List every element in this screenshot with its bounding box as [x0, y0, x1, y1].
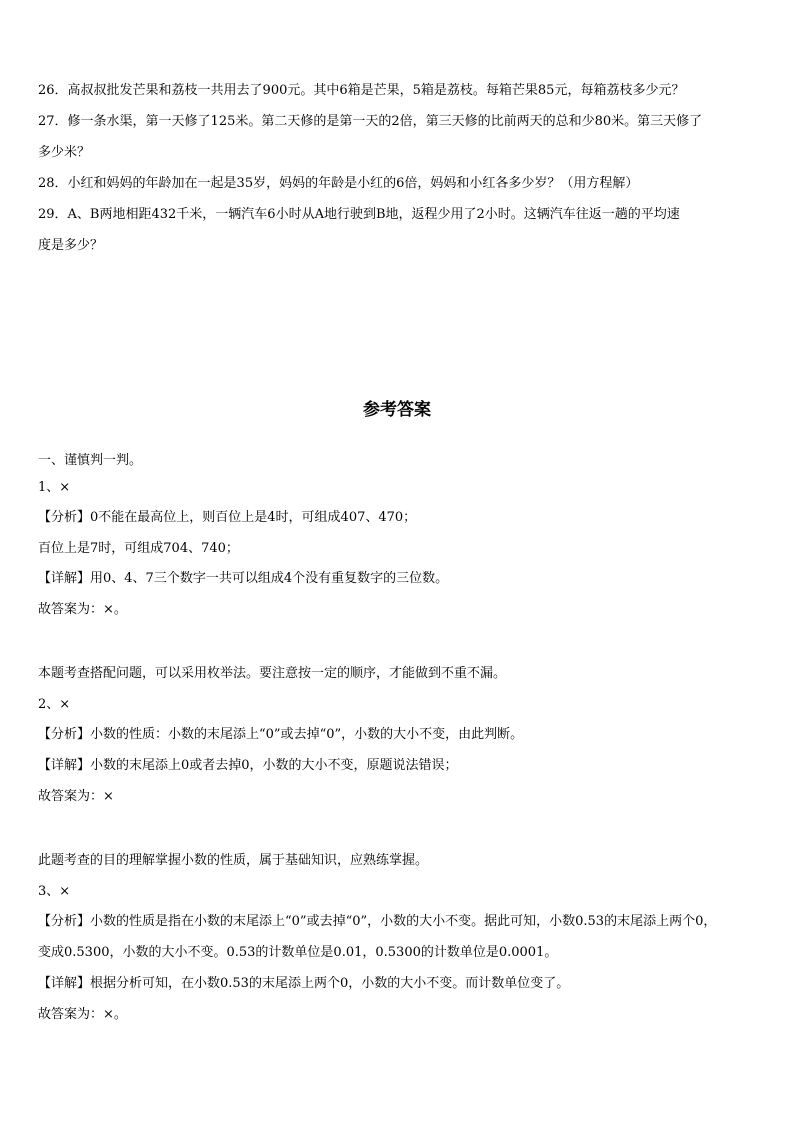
- answer-2-analysis: 【分析】小数的性质：小数的末尾添上“0”或去掉“0”，小数的大小不变，由此判断。: [38, 727, 524, 742]
- answer-3-analysis-cont: 变成0.5300，小数的大小不变。0.53的计数单位是0.01，0.5300的计数单位是0.0001。: [38, 945, 558, 960]
- answers-title: 参考答案: [363, 400, 431, 420]
- question-29-line-1: 29．A、B两地相距432千米，一辆汽车6小时从A地行驶到B地，返程少用了2小时。这辆汽车往返一趟的平均速: [38, 207, 680, 222]
- answer-1-note: 本题考查搭配问题，可以采用枚举法。要注意按一定的顺序，才能做到不重不漏。: [38, 666, 507, 681]
- question-27-line-2: 多少米？: [38, 145, 91, 160]
- answer-2-conclusion: 故答案为：×: [38, 789, 114, 804]
- answer-2-detail: 【详解】小数的末尾添上0或者去掉0，小数的大小不变，原题说法错误；: [38, 758, 458, 773]
- question-26: 26．高叔叔批发芒果和荔枝一共用去了900元。其中6箱是芒果，5箱是荔枝。每箱芒果85元，每箱荔枝多少元？: [38, 83, 685, 98]
- question-29-line-2: 度是多少？: [38, 238, 104, 253]
- answer-1-analysis: 【分析】0不能在最高位上，则百位上是4时，可组成407、470；: [38, 510, 417, 525]
- answer-1-number: 1、×: [38, 480, 71, 495]
- answer-3-conclusion: 故答案为：×。: [38, 1007, 127, 1022]
- question-27-line-1: 27．修一条水渠，第一天修了125米。第二天修的是第一天的2倍，第三天修的比前两天的总和少80米。第三天修了: [38, 114, 703, 129]
- answer-3-analysis: 【分析】小数的性质是指在小数的末尾添上“0”或去掉“0”，小数的大小不变。据此可知，小数0.53的末尾添上两个0，: [38, 914, 717, 929]
- answer-3-detail: 【详解】根据分析可知，在小数0.53的末尾添上两个0，小数的大小不变。而计数单位变了。: [38, 976, 570, 991]
- answer-1-detail: 【详解】用0、4、7三个数字一共可以组成4个没有重复数字的三位数。: [38, 571, 449, 586]
- question-28: 28．小红和妈妈的年龄加在一起是35岁，妈妈的年龄是小红的6倍，妈妈和小红各多少岁？（用方程解）: [38, 176, 639, 191]
- answer-2-number: 2、×: [38, 697, 71, 712]
- section-heading: 一、谨慎判一判。: [38, 453, 143, 468]
- answer-1-analysis-cont: 百位上是7时，可组成704、740；: [38, 541, 239, 556]
- answer-3-number: 3、×: [38, 884, 71, 899]
- answer-2-note: 此题考查的目的理解掌握小数的性质，属于基础知识，应熟练掌握。: [38, 853, 429, 868]
- answer-1-conclusion: 故答案为：×。: [38, 602, 127, 617]
